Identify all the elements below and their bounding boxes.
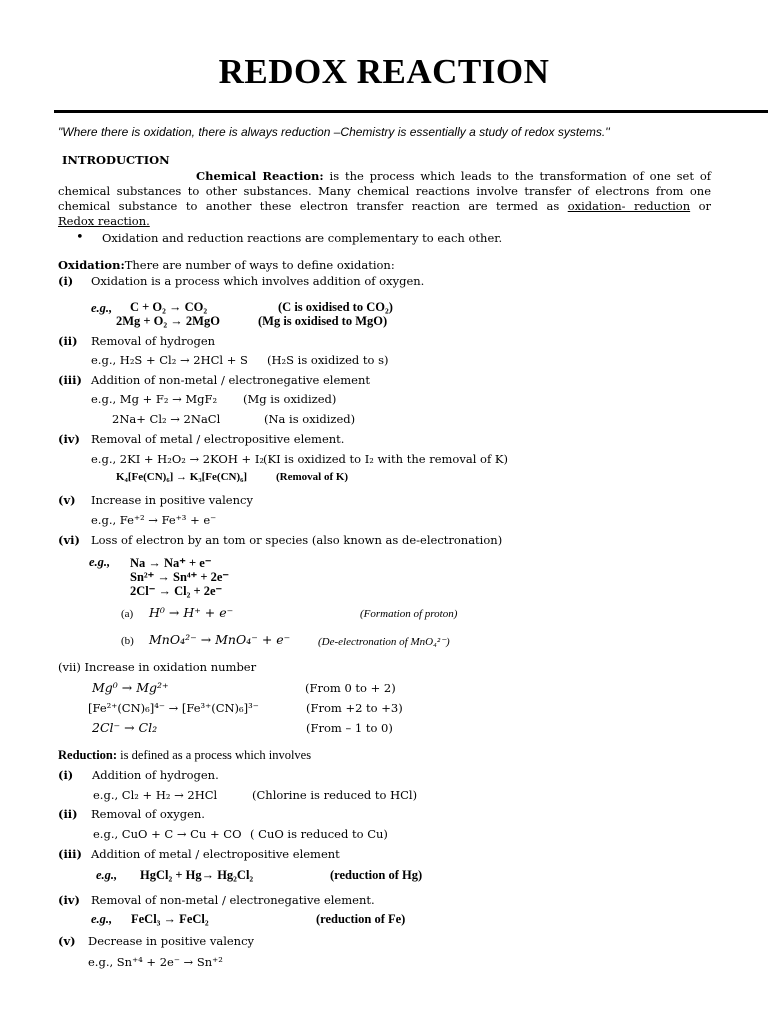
- oxidation-heading-rest: There are number of ways to define oxidation:: [124, 258, 395, 272]
- red-ii-eq: e.g., CuO + C → Cu + CO: [93, 827, 242, 841]
- page-title: REDOX REACTION: [218, 52, 550, 91]
- red-iv-number: (iv): [58, 893, 80, 907]
- ox-vi-b-note: (De-electronation of MnO₄²⁻): [318, 636, 450, 648]
- red-iii-eg: e.g.,: [96, 868, 118, 882]
- ox-i-note2: (Mg is oxidised to MgO): [258, 314, 388, 328]
- intro-paragraph: [58, 169, 711, 229]
- ox-ii-eq: e.g., H₂S + Cl₂ → 2HCl + S: [91, 353, 248, 367]
- red-iv-note: (reduction of Fe): [316, 912, 406, 926]
- ox-vi-a-note: (Formation of proton): [360, 608, 458, 620]
- ox-v-text: Increase in positive valency: [91, 493, 253, 507]
- ox-iv-eq1: e.g., 2KI + H₂O₂ → 2KOH + I₂: [91, 452, 264, 466]
- red-iii-number: (iii): [58, 847, 82, 861]
- ox-i-note1: (C is oxidised to CO₂): [278, 300, 393, 314]
- ox-vi-a-eq: H⁰ → H⁺ + e⁻: [149, 605, 234, 620]
- ox-iii-eq2: 2Na+ Cl₂ → 2NaCl: [112, 412, 221, 426]
- reduction-heading: Reduction:: [58, 748, 118, 762]
- ox-vii-note2: (From +2 to +3): [306, 701, 403, 715]
- ox-iv-eq2: K₄[Fe(CN)₆] → K₃[Fe(CN)₆]: [116, 471, 248, 483]
- oxidation-heading: Oxidation:: [58, 258, 125, 272]
- ox-iii-note1: (Mg is oxidized): [243, 392, 337, 406]
- ox-iii-eq1: e.g., Mg + F₂ → MgF₂: [91, 392, 218, 406]
- ox-vii-eq3: 2Cl⁻ → Cl₂: [92, 720, 158, 735]
- ox-v-number: (v): [58, 493, 76, 507]
- red-i-eq: e.g., Cl₂ + H₂ → 2HCl: [93, 788, 218, 802]
- ox-i-eg: e.g.,: [91, 301, 113, 315]
- intro-line1: is the process which leads to the transformation of one set of: [329, 169, 712, 183]
- reduction-heading-row: [58, 748, 311, 763]
- oxidation-heading-row: [58, 258, 395, 272]
- ox-vi-number: (vi): [58, 533, 80, 547]
- red-iv-text: Removal of non-metal / electronegative element.: [91, 893, 375, 907]
- intro-bullet-text: Oxidation and reduction reactions are complementary to each other.: [102, 231, 503, 245]
- intro-heading: INTRODUCTION: [62, 153, 170, 167]
- ox-vii-text: (vii) Increase in oxidation number: [58, 660, 257, 674]
- ox-vii-eq1: Mg⁰ → Mg²⁺: [92, 680, 169, 695]
- ox-vi-eq2: Sn²⁺ → Sn⁴⁺ + 2e⁻: [130, 570, 230, 584]
- red-iii-text: Addition of metal / electropositive element: [91, 847, 340, 861]
- ox-v-eq: e.g., Fe⁺² → Fe⁺³ + e⁻: [91, 513, 217, 527]
- ox-vii-note3: (From – 1 to 0): [306, 721, 393, 735]
- ox-vi-b-eq: MnO₄²⁻ → MnO₄⁻ + e⁻: [149, 632, 291, 647]
- intro-line2: chemical substances to other substances. Many chemical reactions involve transfer of electrons from one: [58, 184, 711, 198]
- ox-i-number: (i): [58, 274, 74, 288]
- reduction-heading-rest: is defined as a process which involves: [120, 748, 312, 762]
- ox-iii-note2: (Na is oxidized): [264, 412, 356, 426]
- red-i-note: (Chlorine is reduced to HCl): [252, 788, 418, 802]
- red-iv-eq: FeCl₃ → FeCl₂: [131, 912, 209, 926]
- red-ii-note: ( CuO is reduced to Cu): [250, 827, 388, 841]
- intro-line3-post: or: [698, 199, 712, 213]
- ox-iv-note2: (Removal of K): [276, 471, 349, 483]
- intro-quote: "Where there is oxidation, there is always reduction –Chemistry is essentially a study of redox systems.'': [58, 125, 610, 139]
- ox-iv-text: Removal of metal / electropositive element.: [91, 432, 345, 446]
- ox-vii-note1: (From 0 to + 2): [305, 681, 396, 695]
- intro-line3-pre: chemical substance to another these electron transfer reaction are termed as: [58, 199, 560, 213]
- ox-ii-note: (H₂S is oxidized to s): [267, 353, 389, 367]
- ox-i-text: Oxidation is a process which involves addition of oxygen.: [91, 274, 425, 288]
- red-v-text: Decrease in positive valency: [88, 934, 255, 948]
- ox-ii-number: (ii): [58, 334, 78, 348]
- red-v-eq: e.g., Sn⁺⁴ + 2e⁻ → Sn⁺²: [88, 955, 223, 969]
- ox-ii-text: Removal of hydrogen: [91, 334, 216, 348]
- ox-vi-eq3: 2Cl⁻ → Cl₂ + 2e⁻: [130, 584, 223, 598]
- ox-iii-number: (iii): [58, 373, 82, 387]
- ox-vi-eg: e.g.,: [89, 555, 111, 569]
- red-ii-number: (ii): [58, 807, 78, 821]
- red-iv-eg: e.g.,: [91, 912, 113, 926]
- ox-vii-eq2: [Fe²⁺(CN)₆]⁴⁻ → [Fe³⁺(CN)₆]³⁻: [88, 701, 259, 715]
- ox-iii-text: Addition of non-metal / electronegative element: [91, 373, 370, 387]
- ox-i-eq1: C + O₂ → CO₂: [130, 300, 208, 314]
- ox-iv-number: (iv): [58, 432, 80, 446]
- intro-term: Chemical Reaction:: [196, 169, 324, 183]
- title-divider: [54, 110, 768, 113]
- intro-line4: Redox reaction.: [58, 214, 150, 228]
- ox-vi-b-label: (b): [121, 635, 134, 647]
- red-i-number: (i): [58, 768, 74, 782]
- red-v-number: (v): [58, 934, 76, 948]
- ox-vi-eq1: Na → Na⁺ + e⁻: [130, 556, 212, 570]
- ox-vi-a-label: (a): [121, 608, 134, 620]
- ox-vi-text: Loss of electron by an tom or species (also known as de-electronation): [91, 533, 503, 547]
- red-iii-note: (reduction of Hg): [330, 868, 423, 882]
- red-ii-text: Removal of oxygen.: [91, 807, 205, 821]
- bullet-icon: •: [76, 230, 84, 245]
- red-i-text: Addition of hydrogen.: [92, 768, 219, 782]
- ox-iv-note1: (KI is oxidized to I₂ with the removal of K): [263, 452, 508, 466]
- ox-i-eq2: 2Mg + O₂ → 2MgO: [116, 314, 220, 328]
- red-iii-eq: HgCl₂ + Hg→ Hg₂Cl₂: [140, 868, 254, 882]
- intro-line3-term: oxidation- reduction: [567, 199, 691, 213]
